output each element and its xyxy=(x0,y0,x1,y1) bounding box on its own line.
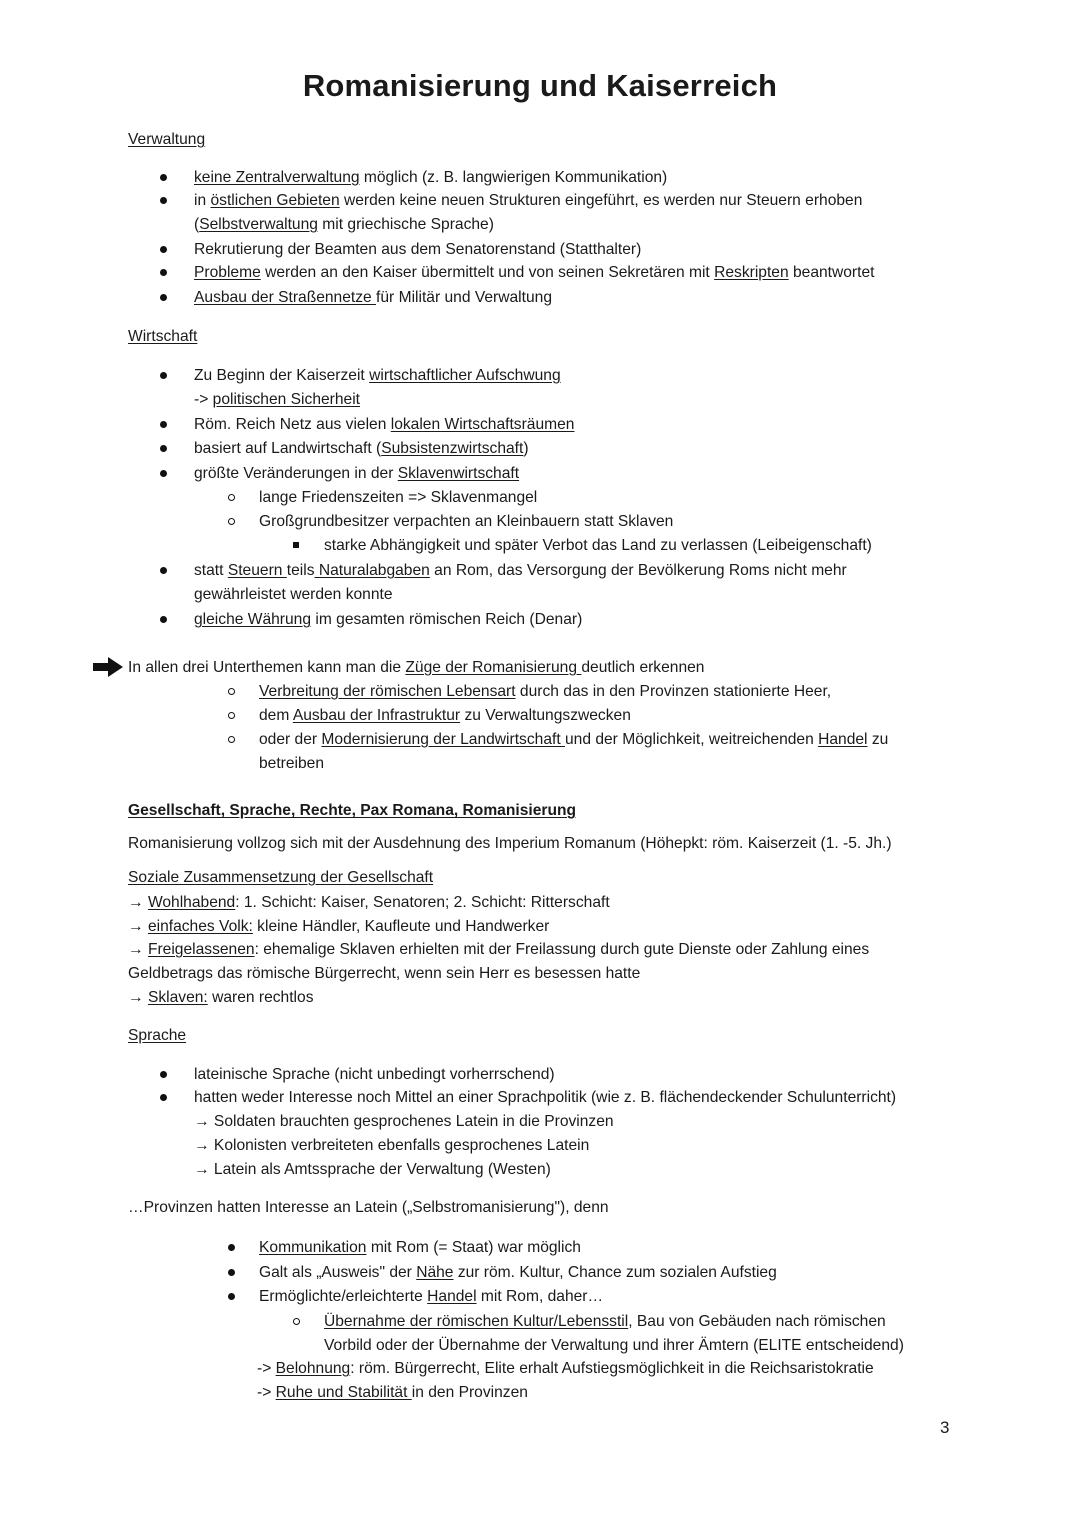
class-line-continuation: Geldbetrags das römische Bürgerrecht, wenn sein Herr es besessen hatte xyxy=(128,965,641,982)
provinzen-paragraph: …Provinzen hatten Interesse an Latein („Selbstromanisierung"), denn xyxy=(128,1199,609,1216)
list-item: basiert auf Landwirtschaft (Subsistenzwirtschaft) xyxy=(194,440,529,457)
bullet-icon xyxy=(160,269,167,276)
intro-paragraph: Romanisierung vollzog sich mit der Ausdehnung des Imperium Romanum (Höhepkt: röm. Kaiserzeit (1. -5. Jh.) xyxy=(128,835,892,852)
bullet-icon xyxy=(160,1071,167,1078)
class-line: → Wohlhabend: 1. Schicht: Kaiser, Senatoren; 2. Schicht: Ritterschaft xyxy=(128,894,610,911)
list-item: Galt als „Ausweis" der Nähe zur röm. Kultur, Chance zum sozialen Aufstieg xyxy=(259,1264,777,1281)
bullet-icon xyxy=(160,470,167,477)
list-item: keine Zentralverwaltung möglich (z. B. langwierigen Kommunikation) xyxy=(194,169,668,186)
circle-bullet-icon xyxy=(228,518,235,525)
list-item: oder der Modernisierung der Landwirtschaft und der Möglichkeit, weitreichenden Handel zu xyxy=(259,731,889,748)
section-heading-wirtschaft: Wirtschaft xyxy=(128,328,198,345)
list-item: Großgrundbesitzer verpachten an Kleinbauern statt Sklaven xyxy=(259,513,674,530)
arrow-line: → Kolonisten verbreiteten ebenfalls gesprochenes Latein xyxy=(194,1137,590,1154)
arrow-line: → Soldaten brauchten gesprochenes Latein in die Provinzen xyxy=(194,1113,614,1130)
list-item: Kommunikation mit Rom (= Staat) war möglich xyxy=(259,1239,581,1256)
section-heading-verwaltung: Verwaltung xyxy=(128,131,206,148)
list-item: Zu Beginn der Kaiserzeit wirtschaftlicher Aufschwung xyxy=(194,367,561,384)
section-heading-sprache: Sprache xyxy=(128,1027,187,1044)
list-item: statt Steuern teils Naturalabgaben an Rom, das Versorgung der Bevölkerung Roms nicht mehr xyxy=(194,562,847,579)
bullet-icon xyxy=(160,445,167,452)
circle-bullet-icon xyxy=(228,688,235,695)
list-item: lange Friedenszeiten => Sklavenmangel xyxy=(259,489,538,506)
bullet-icon xyxy=(228,1293,235,1300)
class-line: → Freigelassenen: ehemalige Sklaven erhielten mit der Freilassung durch gute Dienste oder Zahlung eines xyxy=(128,941,870,958)
bullet-icon xyxy=(160,567,167,574)
bullet-icon xyxy=(228,1269,235,1276)
circle-bullet-icon xyxy=(293,1318,300,1325)
page-number: 3 xyxy=(940,1418,950,1437)
list-item: gleiche Währung im gesamten römischen Reich (Denar) xyxy=(194,611,583,628)
circle-bullet-icon xyxy=(228,736,235,743)
list-item: Probleme werden an den Kaiser übermittelt und von seinen Sekretären mit Reskripten beantwortet xyxy=(194,264,875,281)
list-item: Verbreitung der römischen Lebensart durch das in den Provinzen stationierte Heer, xyxy=(259,683,832,700)
list-item: Ausbau der Straßennetze für Militär und Verwaltung xyxy=(194,289,552,306)
page-title: Romanisierung und Kaiserreich xyxy=(302,68,778,103)
arrow-line: → Latein als Amtssprache der Verwaltung (Westen) xyxy=(194,1161,551,1178)
list-item: lateinische Sprache (nicht unbedingt vorherrschend) xyxy=(194,1066,555,1083)
section-heading-gesellschaft: Gesellschaft, Sprache, Rechte, Pax Romana, Romanisierung xyxy=(128,802,577,819)
bullet-icon xyxy=(160,294,167,301)
bullet-icon xyxy=(160,372,167,379)
list-item-continuation: Vorbild oder der Übernahme der Verwaltung und ihrer Ämtern (ELITE entscheidend) xyxy=(324,1337,904,1354)
list-item: Rekrutierung der Beamten aus dem Senatorenstand (Statthalter) xyxy=(194,241,642,258)
bullet-icon xyxy=(160,1094,167,1101)
bullet-icon xyxy=(160,197,167,204)
bullet-icon xyxy=(228,1244,235,1251)
list-item: größte Veränderungen in der Sklavenwirtschaft xyxy=(194,465,520,482)
square-bullet-icon xyxy=(293,542,299,548)
bullet-icon xyxy=(160,616,167,623)
list-item: Ermöglichte/erleichterte Handel mit Rom, daher… xyxy=(259,1288,604,1305)
bullet-icon xyxy=(160,421,167,428)
list-item-continuation: gewährleistet werden konnte xyxy=(194,586,393,603)
list-item: hatten weder Interesse noch Mittel an einer Sprachpolitik (wie z. B. flächendeckender Schulunterricht) xyxy=(194,1089,897,1106)
arrow-right-icon xyxy=(93,657,123,677)
class-line: → Sklaven: waren rechtlos xyxy=(128,989,314,1006)
list-item: Übernahme der römischen Kultur/Lebensstil, Bau von Gebäuden nach römischen xyxy=(324,1313,886,1330)
result-line: -> Ruhe und Stabilität in den Provinzen xyxy=(257,1384,528,1401)
bullet-icon xyxy=(160,246,167,253)
summary-lead: In allen drei Unterthemen kann man die Züge der Romanisierung deutlich erkennen xyxy=(128,659,705,676)
list-item: in östlichen Gebieten werden keine neuen Strukturen eingeführt, es werden nur Steuern erhoben xyxy=(194,192,863,209)
list-item-continuation: (Selbstverwaltung mit griechische Sprache) xyxy=(194,216,494,233)
list-item-continuation: -> politischen Sicherheit xyxy=(194,391,360,408)
list-item: Röm. Reich Netz aus vielen lokalen Wirtschaftsräumen xyxy=(194,416,575,433)
subheading-soziale-zusammensetzung: Soziale Zusammensetzung der Gesellschaft xyxy=(128,869,434,886)
bullet-icon xyxy=(160,174,167,181)
class-line: → einfaches Volk: kleine Händler, Kaufleute und Handwerker xyxy=(128,918,550,935)
list-item: starke Abhängigkeit und später Verbot das Land zu verlassen (Leibeigenschaft) xyxy=(324,537,872,554)
circle-bullet-icon xyxy=(228,712,235,719)
list-item-continuation: betreiben xyxy=(259,755,325,772)
list-item: dem Ausbau der Infrastruktur zu Verwaltungszwecken xyxy=(259,707,631,724)
circle-bullet-icon xyxy=(228,494,235,501)
result-line: -> Belohnung: röm. Bürgerrecht, Elite erhalt Aufstiegsmöglichkeit in die Reichsaristokratie xyxy=(257,1360,874,1377)
